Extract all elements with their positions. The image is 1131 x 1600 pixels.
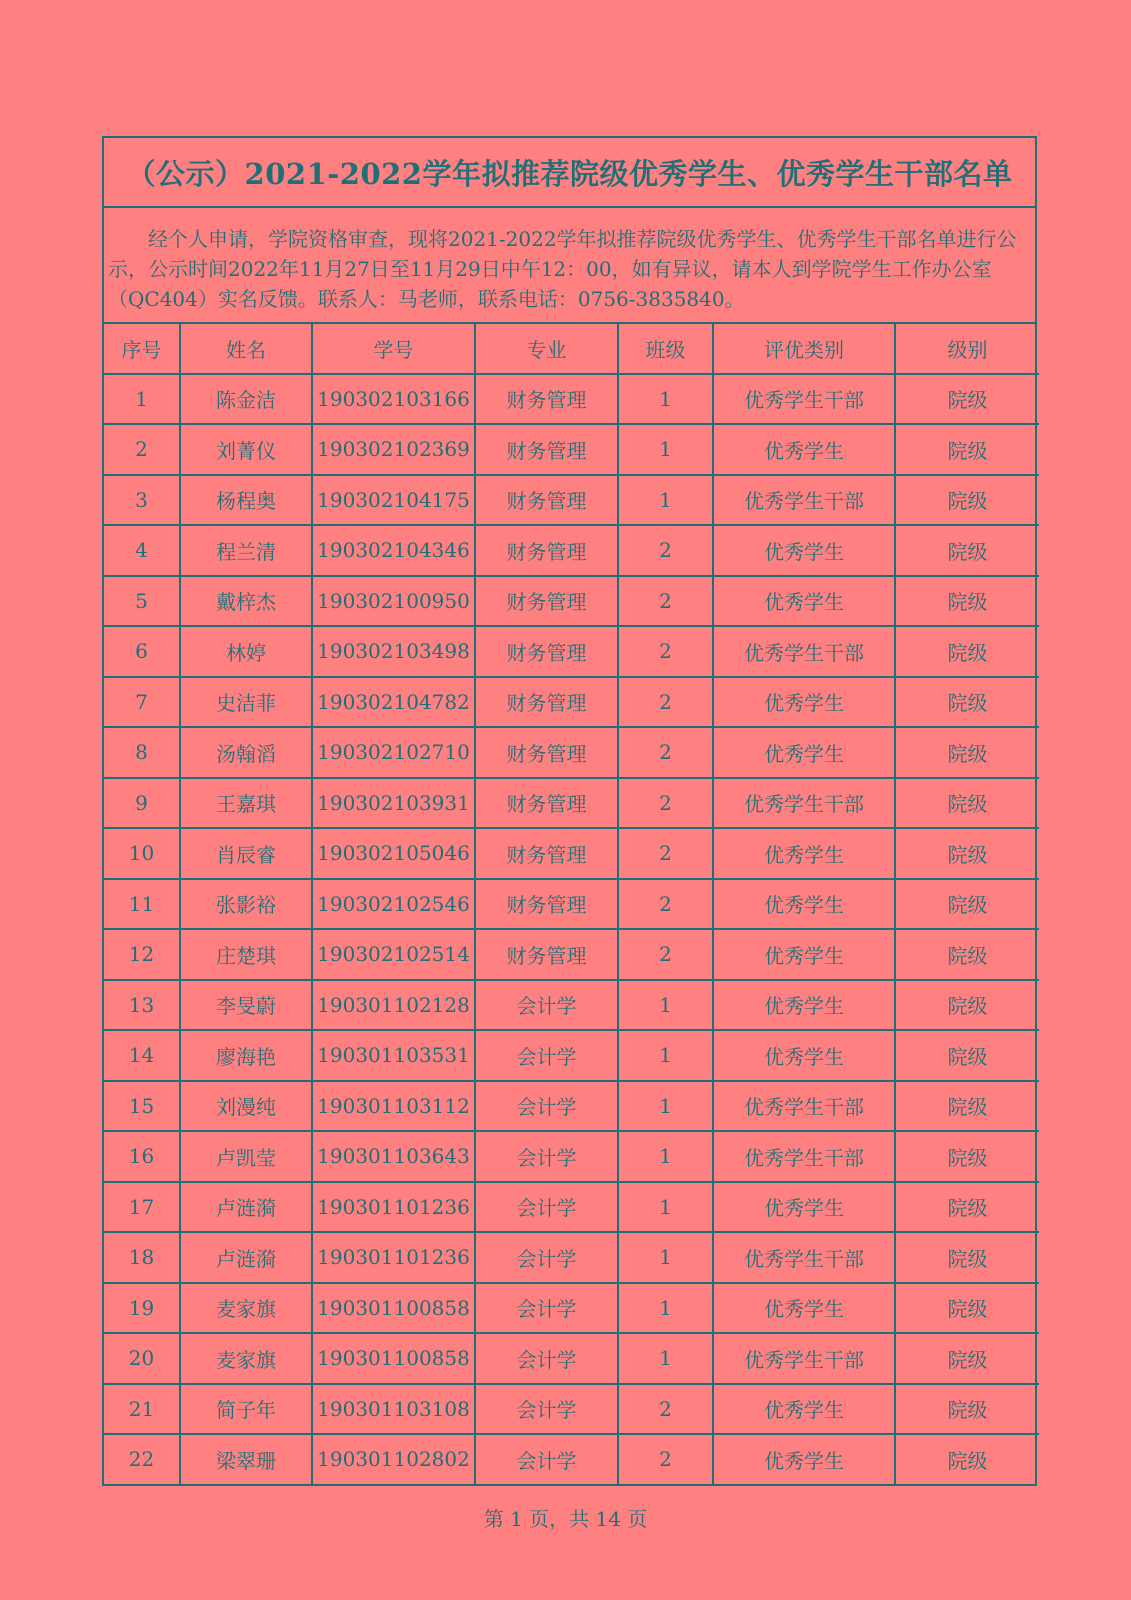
cell-major: 会计学 xyxy=(475,980,618,1031)
header-cell: 专业 xyxy=(475,324,618,374)
table-row xyxy=(104,374,1039,425)
cell-name: 卢凯莹 xyxy=(180,1131,312,1182)
cell-class: 2 xyxy=(618,778,713,829)
cell-class: 2 xyxy=(618,879,713,930)
cell-index: 20 xyxy=(104,1333,180,1384)
cell-name: 杨程奥 xyxy=(180,475,312,526)
cell-name: 肖辰睿 xyxy=(180,828,312,879)
cell-class: 2 xyxy=(618,677,713,728)
cell-index: 1 xyxy=(104,374,180,425)
cell-index: 12 xyxy=(104,929,180,980)
cell-award-type: 优秀学生干部 xyxy=(713,1232,895,1283)
table-row xyxy=(104,1384,1039,1435)
candidate-table xyxy=(104,324,1039,1484)
cell-index: 6 xyxy=(104,626,180,677)
table-row xyxy=(104,424,1039,475)
cell-level: 院级 xyxy=(895,1384,1039,1435)
cell-class: 1 xyxy=(618,1081,713,1132)
cell-level: 院级 xyxy=(895,1182,1039,1233)
table-row xyxy=(104,677,1039,728)
cell-award-type: 优秀学生 xyxy=(713,677,895,728)
cell-index: 9 xyxy=(104,778,180,829)
cell-level: 院级 xyxy=(895,1283,1039,1334)
cell-major: 会计学 xyxy=(475,1283,618,1334)
cell-student-id: 190301102128 xyxy=(312,980,475,1031)
cell-award-type: 优秀学生 xyxy=(713,727,895,778)
cell-major: 财务管理 xyxy=(475,424,618,475)
cell-class: 1 xyxy=(618,424,713,475)
cell-name: 程兰清 xyxy=(180,525,312,576)
notice-paragraph: 经个人申请，学院资格审查，现将2021-2022学年拟推荐院级优秀学生、优秀学生干部名单进行公示，公示时间2022年11月27日至11月29日中午12：00，如有异议，请本人到学院学生工作办公室（QC404）实名反馈。联系人：马老师，联系电话：0756-3835840。 xyxy=(104,208,1035,324)
cell-major: 会计学 xyxy=(475,1182,618,1233)
cell-level: 院级 xyxy=(895,576,1039,627)
cell-student-id: 190302102710 xyxy=(312,727,475,778)
cell-student-id: 190301103112 xyxy=(312,1081,475,1132)
table-row xyxy=(104,475,1039,526)
page-number: 第 1 页，共 14 页 xyxy=(483,1507,648,1531)
cell-class: 1 xyxy=(618,475,713,526)
cell-level: 院级 xyxy=(895,1131,1039,1182)
cell-student-id: 190301103108 xyxy=(312,1384,475,1435)
cell-index: 7 xyxy=(104,677,180,728)
table-row xyxy=(104,1182,1039,1233)
cell-index: 18 xyxy=(104,1232,180,1283)
cell-class: 2 xyxy=(618,727,713,778)
cell-name: 梁翠珊 xyxy=(180,1434,312,1484)
cell-award-type: 优秀学生 xyxy=(713,1283,895,1334)
table-row xyxy=(104,879,1039,930)
cell-name: 麦家旗 xyxy=(180,1283,312,1334)
cell-class: 2 xyxy=(618,1434,713,1484)
cell-level: 院级 xyxy=(895,1030,1039,1081)
table-row xyxy=(104,1131,1039,1182)
cell-student-id: 190302104346 xyxy=(312,525,475,576)
cell-name: 王嘉琪 xyxy=(180,778,312,829)
cell-award-type: 优秀学生 xyxy=(713,879,895,930)
cell-name: 卢涟漪 xyxy=(180,1182,312,1233)
cell-student-id: 190302104175 xyxy=(312,475,475,526)
cell-award-type: 优秀学生 xyxy=(713,1434,895,1484)
cell-major: 会计学 xyxy=(475,1131,618,1182)
cell-index: 22 xyxy=(104,1434,180,1484)
cell-award-type: 优秀学生干部 xyxy=(713,1333,895,1384)
table-row xyxy=(104,929,1039,980)
table-row xyxy=(104,778,1039,829)
cell-student-id: 190302103931 xyxy=(312,778,475,829)
cell-level: 院级 xyxy=(895,1434,1039,1484)
cell-level: 院级 xyxy=(895,929,1039,980)
table-row xyxy=(104,828,1039,879)
cell-award-type: 优秀学生干部 xyxy=(713,1081,895,1132)
cell-level: 院级 xyxy=(895,879,1039,930)
cell-level: 院级 xyxy=(895,727,1039,778)
cell-student-id: 190301101236 xyxy=(312,1182,475,1233)
cell-index: 11 xyxy=(104,879,180,930)
list-sheet xyxy=(102,136,1037,1486)
cell-name: 庄楚琪 xyxy=(180,929,312,980)
cell-class: 1 xyxy=(618,1232,713,1283)
cell-award-type: 优秀学生干部 xyxy=(713,1131,895,1182)
cell-major: 财务管理 xyxy=(475,778,618,829)
cell-student-id: 190302102514 xyxy=(312,929,475,980)
cell-major: 财务管理 xyxy=(475,929,618,980)
cell-index: 15 xyxy=(104,1081,180,1132)
cell-class: 2 xyxy=(618,929,713,980)
cell-level: 院级 xyxy=(895,980,1039,1031)
table-row xyxy=(104,626,1039,677)
cell-level: 院级 xyxy=(895,525,1039,576)
cell-name: 张影裕 xyxy=(180,879,312,930)
cell-name: 刘漫纯 xyxy=(180,1081,312,1132)
cell-class: 1 xyxy=(618,1182,713,1233)
page-title: （公示）2021-2022学年拟推荐院级优秀学生、优秀学生干部名单 xyxy=(104,138,1035,208)
cell-index: 17 xyxy=(104,1182,180,1233)
cell-name: 麦家旗 xyxy=(180,1333,312,1384)
header-cell: 级别 xyxy=(895,324,1039,374)
cell-student-id: 190302100950 xyxy=(312,576,475,627)
cell-major: 会计学 xyxy=(475,1384,618,1435)
table-body xyxy=(104,374,1039,1484)
cell-major: 财务管理 xyxy=(475,828,618,879)
cell-level: 院级 xyxy=(895,1081,1039,1132)
cell-student-id: 190301103643 xyxy=(312,1131,475,1182)
header-cell: 班级 xyxy=(618,324,713,374)
cell-index: 19 xyxy=(104,1283,180,1334)
cell-award-type: 优秀学生 xyxy=(713,980,895,1031)
cell-major: 会计学 xyxy=(475,1030,618,1081)
cell-major: 财务管理 xyxy=(475,879,618,930)
cell-level: 院级 xyxy=(895,374,1039,425)
cell-award-type: 优秀学生 xyxy=(713,525,895,576)
cell-index: 3 xyxy=(104,475,180,526)
cell-major: 会计学 xyxy=(475,1081,618,1132)
cell-student-id: 190301102802 xyxy=(312,1434,475,1484)
table-row xyxy=(104,980,1039,1031)
cell-major: 财务管理 xyxy=(475,374,618,425)
table-row xyxy=(104,1434,1039,1484)
cell-major: 财务管理 xyxy=(475,576,618,627)
cell-award-type: 优秀学生 xyxy=(713,424,895,475)
cell-class: 1 xyxy=(618,1030,713,1081)
cell-student-id: 190302103166 xyxy=(312,374,475,425)
cell-award-type: 优秀学生 xyxy=(713,929,895,980)
cell-student-id: 190302104782 xyxy=(312,677,475,728)
cell-class: 2 xyxy=(618,576,713,627)
cell-class: 1 xyxy=(618,1283,713,1334)
cell-level: 院级 xyxy=(895,424,1039,475)
cell-student-id: 190301100858 xyxy=(312,1283,475,1334)
cell-award-type: 优秀学生干部 xyxy=(713,626,895,677)
cell-name: 刘菁仪 xyxy=(180,424,312,475)
cell-major: 财务管理 xyxy=(475,727,618,778)
cell-major: 会计学 xyxy=(475,1434,618,1484)
cell-class: 1 xyxy=(618,1131,713,1182)
table-row xyxy=(104,576,1039,627)
cell-award-type: 优秀学生 xyxy=(713,1384,895,1435)
cell-index: 8 xyxy=(104,727,180,778)
cell-student-id: 190302102369 xyxy=(312,424,475,475)
cell-level: 院级 xyxy=(895,677,1039,728)
cell-major: 会计学 xyxy=(475,1333,618,1384)
cell-award-type: 优秀学生 xyxy=(713,828,895,879)
cell-index: 10 xyxy=(104,828,180,879)
cell-name: 廖海艳 xyxy=(180,1030,312,1081)
cell-major: 财务管理 xyxy=(475,475,618,526)
cell-student-id: 190302102546 xyxy=(312,879,475,930)
cell-index: 21 xyxy=(104,1384,180,1435)
cell-level: 院级 xyxy=(895,626,1039,677)
cell-index: 4 xyxy=(104,525,180,576)
header-cell: 姓名 xyxy=(180,324,312,374)
cell-award-type: 优秀学生干部 xyxy=(713,475,895,526)
cell-name: 陈金洁 xyxy=(180,374,312,425)
cell-award-type: 优秀学生 xyxy=(713,576,895,627)
cell-student-id: 190302105046 xyxy=(312,828,475,879)
table-row xyxy=(104,1283,1039,1334)
cell-name: 汤翰滔 xyxy=(180,727,312,778)
header-cell: 评优类别 xyxy=(713,324,895,374)
header-cell: 序号 xyxy=(104,324,180,374)
cell-major: 财务管理 xyxy=(475,626,618,677)
cell-major: 财务管理 xyxy=(475,525,618,576)
cell-level: 院级 xyxy=(895,475,1039,526)
cell-index: 5 xyxy=(104,576,180,627)
table-row xyxy=(104,1030,1039,1081)
table-row xyxy=(104,525,1039,576)
cell-class: 2 xyxy=(618,626,713,677)
cell-class: 1 xyxy=(618,980,713,1031)
cell-name: 简子年 xyxy=(180,1384,312,1435)
cell-class: 2 xyxy=(618,525,713,576)
cell-award-type: 优秀学生 xyxy=(713,1030,895,1081)
cell-award-type: 优秀学生干部 xyxy=(713,778,895,829)
table-header-row xyxy=(104,324,1039,374)
cell-name: 戴梓杰 xyxy=(180,576,312,627)
cell-student-id: 190301100858 xyxy=(312,1333,475,1384)
table-row xyxy=(104,1333,1039,1384)
cell-major: 财务管理 xyxy=(475,677,618,728)
cell-class: 2 xyxy=(618,1384,713,1435)
cell-level: 院级 xyxy=(895,1232,1039,1283)
cell-student-id: 190302103498 xyxy=(312,626,475,677)
cell-name: 卢涟漪 xyxy=(180,1232,312,1283)
cell-index: 13 xyxy=(104,980,180,1031)
cell-name: 史洁菲 xyxy=(180,677,312,728)
cell-class: 1 xyxy=(618,1333,713,1384)
cell-award-type: 优秀学生 xyxy=(713,1182,895,1233)
table-row xyxy=(104,1232,1039,1283)
cell-class: 2 xyxy=(618,828,713,879)
table-row xyxy=(104,1081,1039,1132)
cell-student-id: 190301103531 xyxy=(312,1030,475,1081)
cell-name: 林婷 xyxy=(180,626,312,677)
cell-level: 院级 xyxy=(895,778,1039,829)
cell-index: 14 xyxy=(104,1030,180,1081)
table-row xyxy=(104,727,1039,778)
cell-major: 会计学 xyxy=(475,1232,618,1283)
cell-level: 院级 xyxy=(895,1333,1039,1384)
cell-level: 院级 xyxy=(895,828,1039,879)
header-cell: 学号 xyxy=(312,324,475,374)
cell-index: 2 xyxy=(104,424,180,475)
cell-index: 16 xyxy=(104,1131,180,1182)
cell-award-type: 优秀学生干部 xyxy=(713,374,895,425)
cell-student-id: 190301101236 xyxy=(312,1232,475,1283)
cell-name: 李旻蔚 xyxy=(180,980,312,1031)
cell-class: 1 xyxy=(618,374,713,425)
